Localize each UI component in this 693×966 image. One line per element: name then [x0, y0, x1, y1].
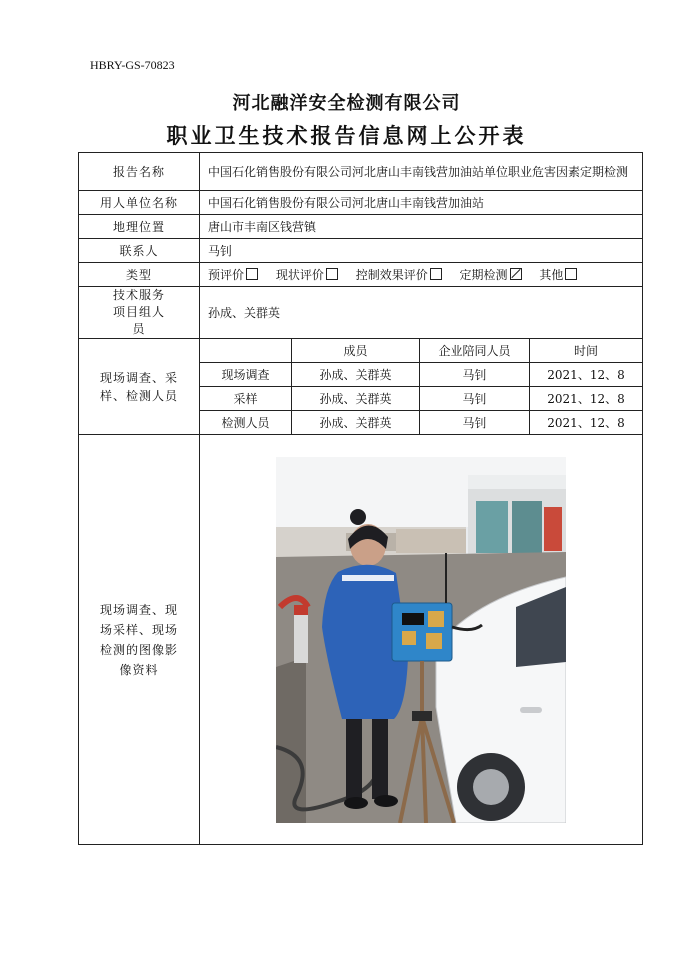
- checkbox-icon: [430, 268, 442, 280]
- survey-members: 孙成、关群英: [292, 387, 420, 411]
- checked-checkbox-icon: [510, 268, 522, 280]
- employer-label: 用人单位名称: [79, 191, 200, 215]
- type-option-pre-eval: 预评价: [208, 268, 258, 282]
- survey-header-members: 成员: [292, 339, 420, 363]
- report-table: [78, 152, 643, 845]
- survey-escort: 马钊: [420, 387, 530, 411]
- row-type: [79, 263, 643, 287]
- team-value: 孙成、关群英: [200, 287, 643, 339]
- row-contact: [79, 239, 643, 263]
- location-label: 地理位置: [79, 215, 200, 239]
- company-name: 河北融洋安全检测有限公司: [232, 93, 461, 114]
- team-label: 技术服务项目组人员: [79, 287, 200, 339]
- row-employer: [79, 191, 643, 215]
- survey-header-row: [79, 339, 643, 363]
- images-label: 现场调查、现场采样、现场检测的图像影像资料: [79, 435, 200, 845]
- form-title: 职业卫生技术报告信息网上公开表: [166, 123, 527, 148]
- row-location: [79, 215, 643, 239]
- survey-header-empty: [200, 339, 292, 363]
- type-option-other: 其他: [539, 268, 577, 282]
- survey-label: 现场调查、采样、检测人员: [79, 339, 200, 435]
- checkbox-icon: [246, 268, 258, 280]
- row-report-name: [79, 153, 643, 191]
- images-cell: [200, 435, 643, 845]
- survey-activity: 采样: [200, 387, 292, 411]
- survey-escort: 马钊: [420, 411, 530, 435]
- type-label: 类型: [79, 263, 200, 287]
- checkbox-icon: [326, 268, 338, 280]
- report-name-label: 报告名称: [79, 153, 200, 191]
- checkbox-icon: [565, 268, 577, 280]
- contact-label: 联系人: [79, 239, 200, 263]
- survey-escort: 马钊: [420, 363, 530, 387]
- row-images: [79, 435, 643, 845]
- employer-value: 中国石化销售股份有限公司河北唐山丰南钱营加油站: [200, 191, 643, 215]
- survey-date: 2021、12、8: [530, 387, 643, 411]
- type-option-periodic-test: 定期检测: [460, 268, 522, 282]
- type-option-control-eval: 控制效果评价: [356, 268, 442, 282]
- survey-members: 孙成、关群英: [292, 363, 420, 387]
- type-option-status-eval: 现状评价: [276, 268, 338, 282]
- contact-value: 马钊: [200, 239, 643, 263]
- survey-header-escort: 企业陪同人员: [420, 339, 530, 363]
- type-options: [200, 263, 643, 287]
- survey-activity: 检测人员: [200, 411, 292, 435]
- survey-activity: 现场调查: [200, 363, 292, 387]
- document-code: HBRY-GS-70823: [90, 58, 175, 72]
- site-photo: [276, 457, 566, 823]
- row-team: [79, 287, 643, 339]
- survey-date: 2021、12、8: [530, 411, 643, 435]
- photo-container: [208, 457, 634, 823]
- report-name-value: 中国石化销售股份有限公司河北唐山丰南钱营加油站单位职业危害因素定期检测: [200, 153, 643, 191]
- survey-members: 孙成、关群英: [292, 411, 420, 435]
- survey-header-date: 时间: [530, 339, 643, 363]
- survey-date: 2021、12、8: [530, 363, 643, 387]
- location-value: 唐山市丰南区钱营镇: [200, 215, 643, 239]
